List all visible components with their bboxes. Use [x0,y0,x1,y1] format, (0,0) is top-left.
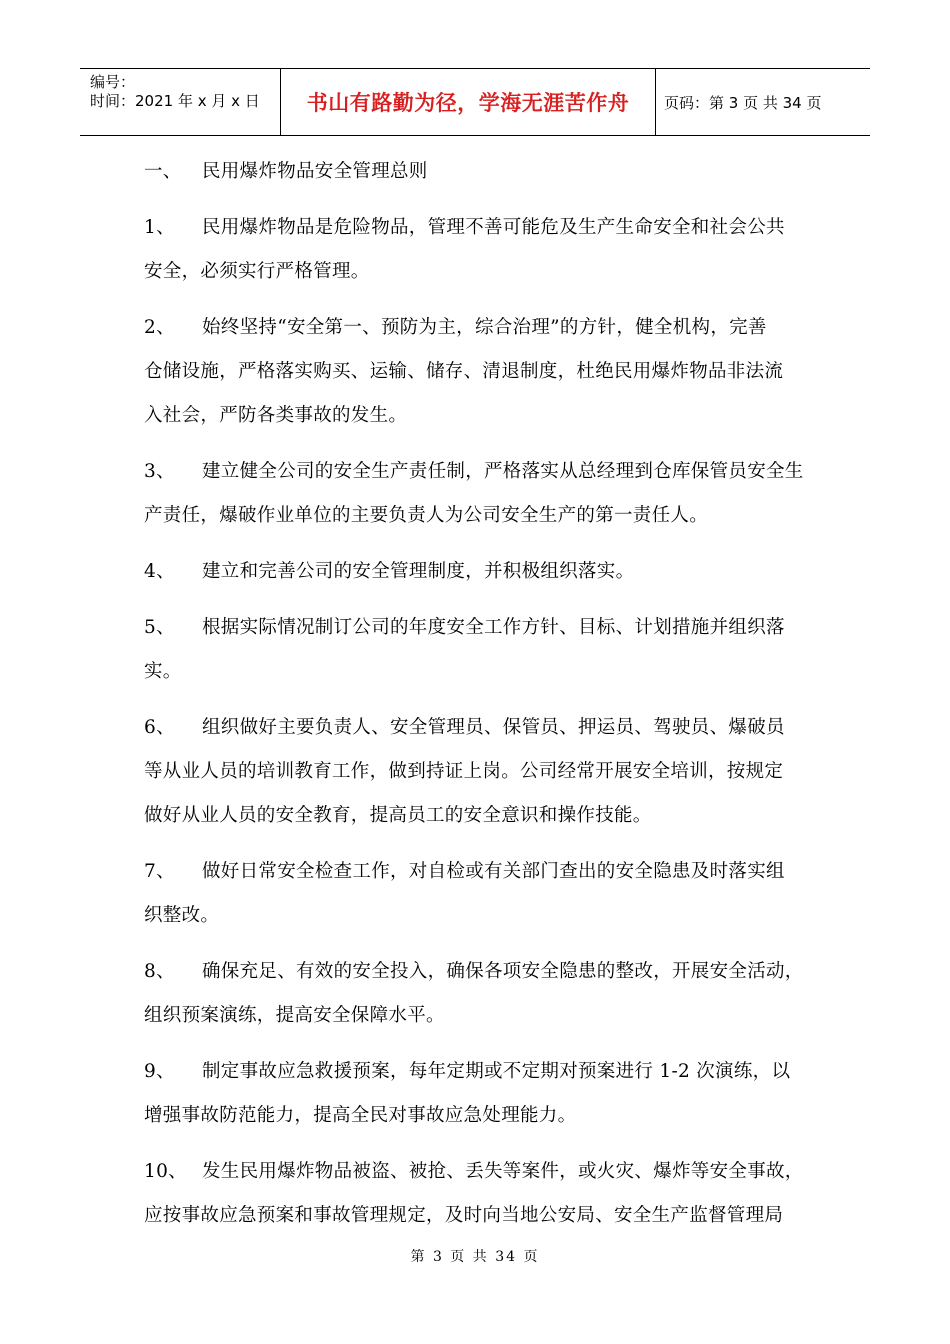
paragraph-text: 织整改。 [144,905,220,926]
paragraph-number: 3、 [144,461,175,482]
paragraph-6 [144,706,814,838]
header-page-label: 页码：第 3 页 共 34 页 [664,93,822,112]
paragraph-number: 10、 [144,1161,187,1182]
paragraph-text: 安全，必须实行严格管理。 [144,261,370,282]
paragraph-number: 8、 [144,961,175,982]
paragraph-text: 始终坚持“安全第一、预防为主，综合治理”的方针，健全机构，完善 [202,317,767,338]
paragraph-text: 确保充足、有效的安全投入，确保各项安全隐患的整改，开展安全活动， [202,961,804,982]
paragraph-number: 6、 [144,717,175,738]
paragraph-text: 建立健全公司的安全生产责任制，严格落实从总经理到仓库保管员安全生 [202,461,804,482]
paragraph-text: 做好日常安全检查工作，对自检或有关部门查出的安全隐患及时落实组 [202,861,785,882]
section-number: 一、 [144,161,182,182]
paragraph-text: 做好从业人员的安全教育，提高员工的安全意识和操作技能。 [144,805,652,826]
paragraph-text: 组织预案演练，提高安全保障水平。 [144,1005,445,1026]
header-motto: 书山有路勤为径，学海无涯苦作舟 [280,69,656,135]
paragraph-1 [144,206,814,294]
paragraph-number: 4、 [144,561,175,582]
paragraph-8 [144,950,814,1038]
paragraph-5 [144,606,814,694]
section-title: 民用爆炸物品安全管理总则 [202,161,428,182]
paragraph-text: 应按事故应急预案和事故管理规定，及时向当地公安局、安全生产监督管理局 [144,1205,784,1226]
header-meta [80,69,280,135]
document-body [144,150,814,1250]
paragraph-text: 等从业人员的培训教育工作，做到持证上岗。公司经常开展安全培训，按规定 [144,761,784,782]
paragraph-10 [144,1150,814,1238]
paragraph-text: 组织做好主要负责人、安全管理员、保管员、押运员、驾驶员、爆破员 [202,717,785,738]
paragraph-7 [144,850,814,938]
paragraph-number: 7、 [144,861,175,882]
paragraph-number: 2、 [144,317,175,338]
paragraph-text: 民用爆炸物品是危险物品，管理不善可能危及生产生命安全和社会公共 [202,217,785,238]
paragraph-text: 增强事故防范能力，提高全民对事故应急处理能力。 [144,1105,577,1126]
code-label: 编号： [90,73,136,91]
paragraph-text: 实。 [144,661,182,682]
page-footer: 第 3 页 共 34 页 [410,1249,540,1265]
paragraph-text: 入社会，严防各类事故的发生。 [144,405,408,426]
paragraph-text: 建立和完善公司的安全管理制度，并积极组织落实。 [202,561,635,582]
paragraph-3 [144,450,814,538]
paragraph-text: 制定事故应急救援预案，每年定期或不定期对预案进行 1-2 次演练，以 [202,1061,791,1082]
paragraph-text: 产责任，爆破作业单位的主要负责人为公司安全生产的第一责任人。 [144,505,709,526]
paragraph-text: 仓储设施，严格落实购买、运输、储存、清退制度，杜绝民用爆炸物品非法流 [144,361,784,382]
paragraph-9 [144,1050,814,1138]
page-header [80,68,870,136]
paragraph-number: 9、 [144,1061,175,1082]
paragraph-number: 5、 [144,617,175,638]
section-heading [144,150,814,194]
paragraph-text: 发生民用爆炸物品被盗、被抢、丢失等案件，或火灾、爆炸等安全事故， [202,1161,804,1182]
paragraph-text: 根据实际情况制订公司的年度安全工作方针、目标、计划措施并组织落 [202,617,785,638]
time-label: 时间：2021 年 x 月 x 日 [90,92,260,110]
paragraph-4 [144,550,814,594]
paragraph-number: 1、 [144,217,175,238]
paragraph-2 [144,306,814,438]
